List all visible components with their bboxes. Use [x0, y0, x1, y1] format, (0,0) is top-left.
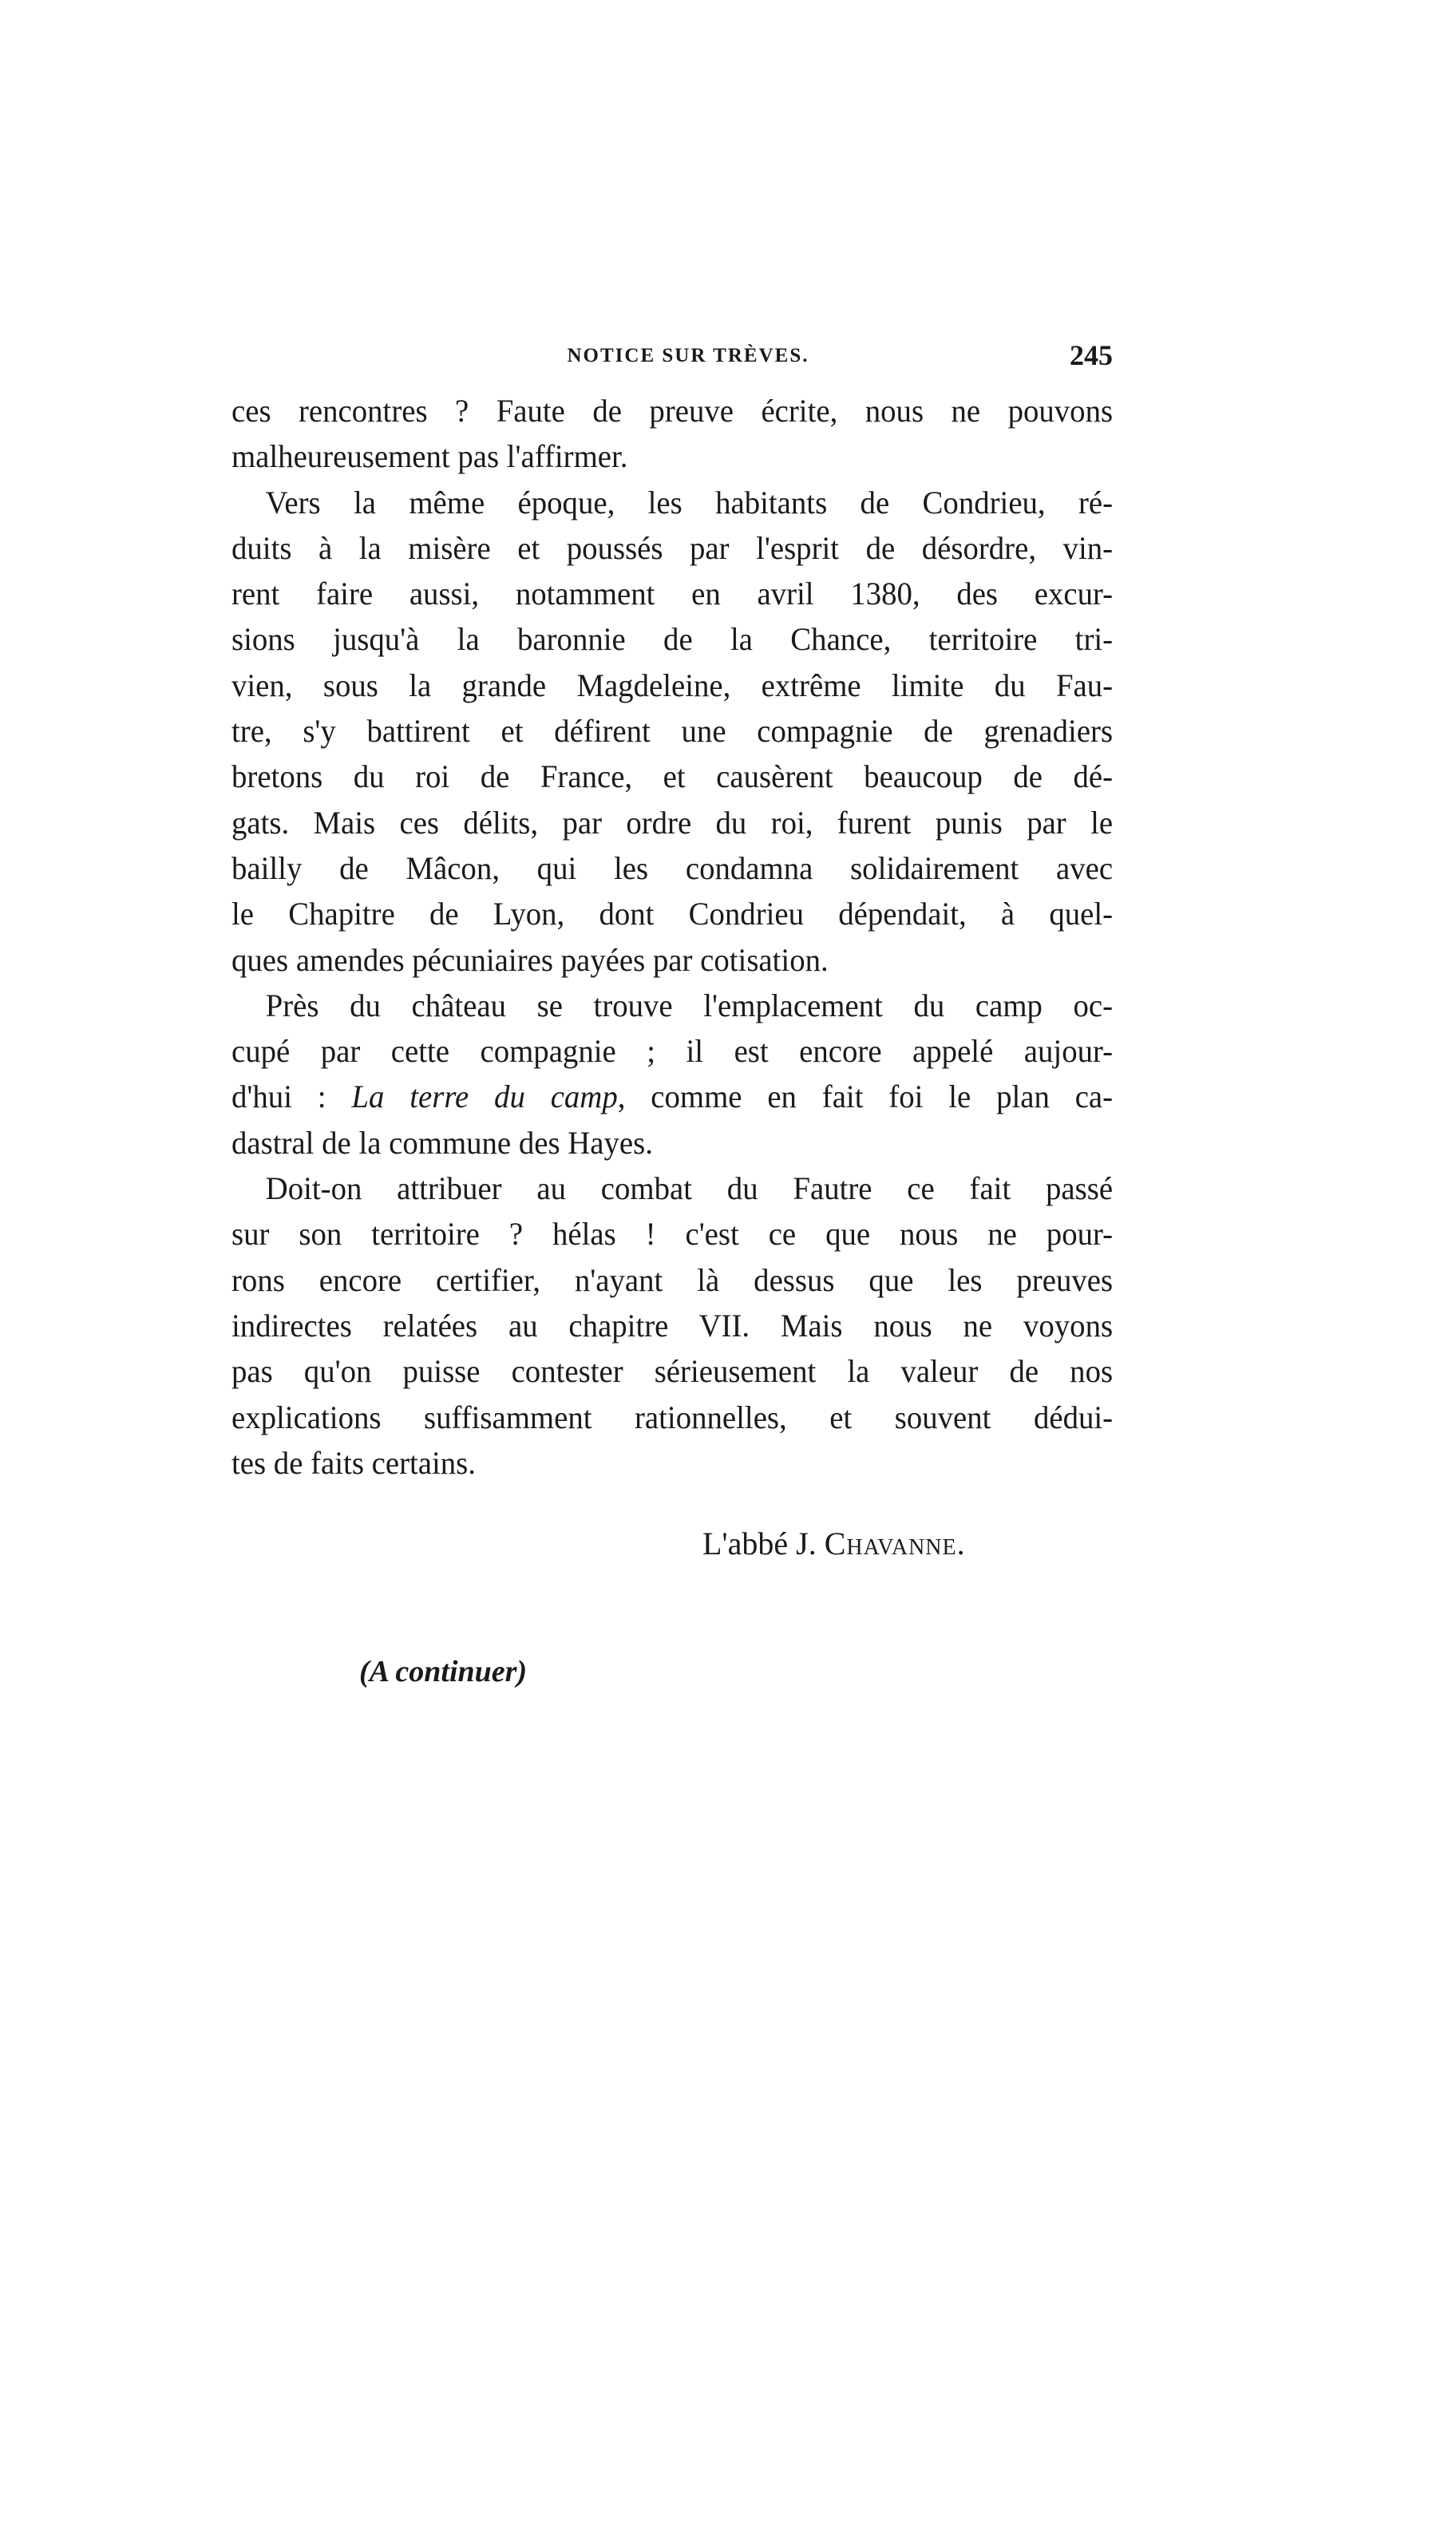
continuation-note: (A continuer) — [359, 1655, 528, 1688]
running-title: NOTICE SUR TRÈVES. — [567, 345, 809, 366]
text-line: malheureusement pas l'affirmer. — [231, 438, 628, 475]
text-line: le Chapitre de Lyon, dont Condrieu dépendait, à quel- — [231, 896, 1114, 932]
signature — [702, 1525, 965, 1562]
text-line: ces rencontres ? Faute de preuve écrite, nous ne pouvons — [231, 393, 1114, 429]
text-line: Doit-on attribuer au combat du Fautre ce fait passé — [265, 1170, 1114, 1207]
body-text — [231, 388, 1113, 1486]
italic-phrase: La terre du camp — [351, 1079, 618, 1115]
signature-prefix: L'abbé J. — [702, 1526, 825, 1561]
text-line: sions jusqu'à la baronnie de la Chance, territoire tri- — [231, 621, 1114, 658]
page-number: 245 — [1070, 339, 1113, 371]
text-line: Près du château se trouve l'emplacement du camp oc- — [265, 987, 1114, 1023]
text-line: ques amendes pécuniaires payées par cotisation. — [231, 941, 829, 978]
text-segment: d'hui : — [231, 1079, 352, 1115]
text-line: rons encore certifier, n'ayant là dessus que les preuves — [231, 1261, 1114, 1298]
signature-name: Chavanne — [824, 1526, 957, 1561]
text-line: duits à la misère et poussés par l'esprit de désordre, vin- — [231, 529, 1114, 566]
paragraph — [231, 1166, 1113, 1486]
paragraph — [231, 480, 1113, 983]
text-line: pas qu'on puisse contester sérieusement la valeur de nos — [231, 1353, 1114, 1390]
text-line: indirectes relatées au chapitre VII. Mais nous ne voyons — [231, 1307, 1114, 1344]
text-line: bailly de Mâcon, qui les condamna solidairement avec — [231, 849, 1114, 886]
text-line: sur son territoire ? hélas ! c'est ce que nous ne pour- — [231, 1216, 1114, 1253]
paragraph — [231, 388, 1113, 480]
paragraph — [231, 983, 1113, 1166]
page-header — [231, 338, 1113, 374]
text-line: cupé par cette compagnie ; il est encore appelé aujour- — [231, 1033, 1114, 1070]
text-line: rent faire aussi, notamment en avril 1380, des excur- — [231, 576, 1114, 612]
text-line: bretons du roi de France, et causèrent beaucoup de dé- — [231, 758, 1114, 795]
text-line: tes de faits certains. — [231, 1444, 476, 1481]
text-line: gats. Mais ces délits, par ordre du roi, furent punis par le — [231, 804, 1114, 841]
text-line — [231, 1074, 1113, 1119]
signature-suffix: . — [956, 1526, 965, 1561]
text-line: dastral de la commune des Hayes. — [231, 1124, 653, 1161]
text-line: vien, sous la grande Magdeleine, extrême limite du Fau- — [231, 667, 1114, 703]
text-segment: , comme en fait foi le plan ca- — [617, 1079, 1114, 1115]
text-line: tre, s'y battirent et défirent une compagnie de grenadiers — [231, 713, 1114, 750]
text-line: Vers la même époque, les habitants de Condrieu, ré- — [265, 484, 1114, 520]
text-line: explications suffisamment rationnelles, et souvent dédui- — [231, 1399, 1114, 1435]
